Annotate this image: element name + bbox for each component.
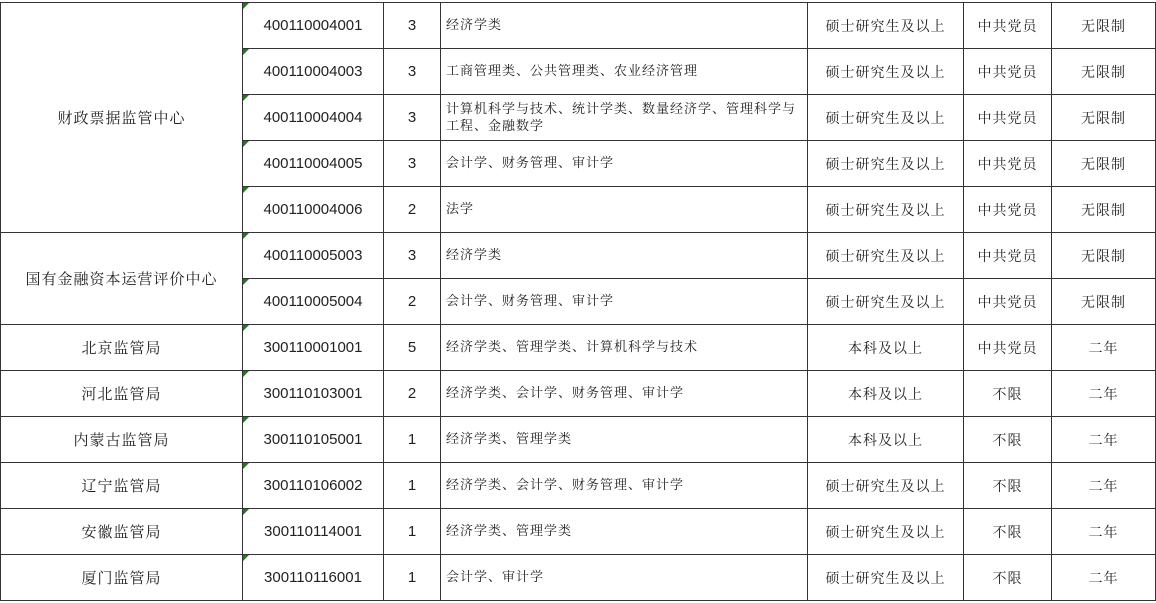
- unit-cell: 河北监管局: [1, 371, 243, 417]
- political-status-cell: 不限: [964, 417, 1052, 463]
- experience-cell: 二年: [1052, 509, 1156, 555]
- position-code-cell: 400110004001: [243, 3, 384, 49]
- experience-cell: 无限制: [1052, 141, 1156, 187]
- education-cell: 硕士研究生及以上: [808, 279, 964, 325]
- experience-cell: 二年: [1052, 371, 1156, 417]
- major-cell: 会计学、财务管理、审计学: [441, 279, 808, 325]
- position-code-cell: 400110004005: [243, 141, 384, 187]
- position-code-cell: 300110114001: [243, 509, 384, 555]
- major-cell: 会计学、审计学: [441, 555, 808, 601]
- experience-cell: 无限制: [1052, 233, 1156, 279]
- major-cell: 经济学类、管理学类: [441, 417, 808, 463]
- experience-cell: 二年: [1052, 417, 1156, 463]
- unit-cell: 厦门监管局: [1, 555, 243, 601]
- experience-cell: 二年: [1052, 325, 1156, 371]
- position-code-cell: 300110116001: [243, 555, 384, 601]
- headcount-cell: 3: [384, 233, 441, 279]
- political-status-cell: 不限: [964, 371, 1052, 417]
- headcount-cell: 2: [384, 187, 441, 233]
- political-status-cell: 中共党员: [964, 3, 1052, 49]
- experience-cell: 二年: [1052, 555, 1156, 601]
- headcount-cell: 3: [384, 95, 441, 141]
- political-status-cell: 中共党员: [964, 95, 1052, 141]
- education-cell: 硕士研究生及以上: [808, 187, 964, 233]
- education-cell: 本科及以上: [808, 325, 964, 371]
- position-code-cell: 300110001001: [243, 325, 384, 371]
- major-cell: 经济学类、管理学类: [441, 509, 808, 555]
- political-status-cell: 中共党员: [964, 141, 1052, 187]
- political-status-cell: 中共党员: [964, 279, 1052, 325]
- table-row: [1, 325, 1156, 371]
- unit-cell: 辽宁监管局: [1, 463, 243, 509]
- table-row: [1, 509, 1156, 555]
- headcount-cell: 1: [384, 417, 441, 463]
- political-status-cell: 不限: [964, 463, 1052, 509]
- experience-cell: 二年: [1052, 463, 1156, 509]
- experience-cell: 无限制: [1052, 95, 1156, 141]
- position-code-cell: 300110103001: [243, 371, 384, 417]
- headcount-cell: 2: [384, 279, 441, 325]
- education-cell: 硕士研究生及以上: [808, 463, 964, 509]
- political-status-cell: 中共党员: [964, 187, 1052, 233]
- major-cell: 计算机科学与技术、统计学类、数量经济学、管理科学与工程、金融数学: [441, 95, 808, 141]
- position-code-cell: 400110004003: [243, 49, 384, 95]
- position-code-cell: 400110005004: [243, 279, 384, 325]
- position-code-cell: 300110105001: [243, 417, 384, 463]
- education-cell: 硕士研究生及以上: [808, 509, 964, 555]
- major-cell: 经济学类、管理学类、计算机科学与技术: [441, 325, 808, 371]
- unit-cell: 内蒙古监管局: [1, 417, 243, 463]
- major-cell: 经济学类: [441, 233, 808, 279]
- political-status-cell: 中共党员: [964, 49, 1052, 95]
- political-status-cell: 不限: [964, 509, 1052, 555]
- unit-cell: 财政票据监管中心: [1, 3, 243, 233]
- headcount-cell: 1: [384, 463, 441, 509]
- major-cell: 经济学类、会计学、财务管理、审计学: [441, 371, 808, 417]
- headcount-cell: 3: [384, 141, 441, 187]
- education-cell: 硕士研究生及以上: [808, 141, 964, 187]
- political-status-cell: 不限: [964, 555, 1052, 601]
- political-status-cell: 中共党员: [964, 233, 1052, 279]
- major-cell: 工商管理类、公共管理类、农业经济管理: [441, 49, 808, 95]
- major-cell: 法学: [441, 187, 808, 233]
- headcount-cell: 2: [384, 371, 441, 417]
- position-code-cell: 400110004006: [243, 187, 384, 233]
- position-code-cell: 300110106002: [243, 463, 384, 509]
- education-cell: 本科及以上: [808, 371, 964, 417]
- headcount-cell: 3: [384, 49, 441, 95]
- education-cell: 硕士研究生及以上: [808, 49, 964, 95]
- experience-cell: 无限制: [1052, 49, 1156, 95]
- unit-cell: 安徽监管局: [1, 509, 243, 555]
- table-row: [1, 417, 1156, 463]
- education-cell: 硕士研究生及以上: [808, 95, 964, 141]
- education-cell: 硕士研究生及以上: [808, 233, 964, 279]
- table-row: [1, 555, 1156, 601]
- table-row: [1, 3, 1156, 49]
- experience-cell: 无限制: [1052, 187, 1156, 233]
- headcount-cell: 5: [384, 325, 441, 371]
- unit-cell: 北京监管局: [1, 325, 243, 371]
- table-row: [1, 463, 1156, 509]
- recruitment-table: [0, 2, 1156, 601]
- table-row: [1, 233, 1156, 279]
- education-cell: 硕士研究生及以上: [808, 3, 964, 49]
- position-code-cell: 400110004004: [243, 95, 384, 141]
- unit-cell: 国有金融资本运营评价中心: [1, 233, 243, 325]
- experience-cell: 无限制: [1052, 3, 1156, 49]
- political-status-cell: 中共党员: [964, 325, 1052, 371]
- major-cell: 经济学类: [441, 3, 808, 49]
- education-cell: 硕士研究生及以上: [808, 555, 964, 601]
- table-row: [1, 371, 1156, 417]
- headcount-cell: 1: [384, 555, 441, 601]
- major-cell: 会计学、财务管理、审计学: [441, 141, 808, 187]
- education-cell: 本科及以上: [808, 417, 964, 463]
- experience-cell: 无限制: [1052, 279, 1156, 325]
- headcount-cell: 1: [384, 509, 441, 555]
- major-cell: 经济学类、会计学、财务管理、审计学: [441, 463, 808, 509]
- headcount-cell: 3: [384, 3, 441, 49]
- position-code-cell: 400110005003: [243, 233, 384, 279]
